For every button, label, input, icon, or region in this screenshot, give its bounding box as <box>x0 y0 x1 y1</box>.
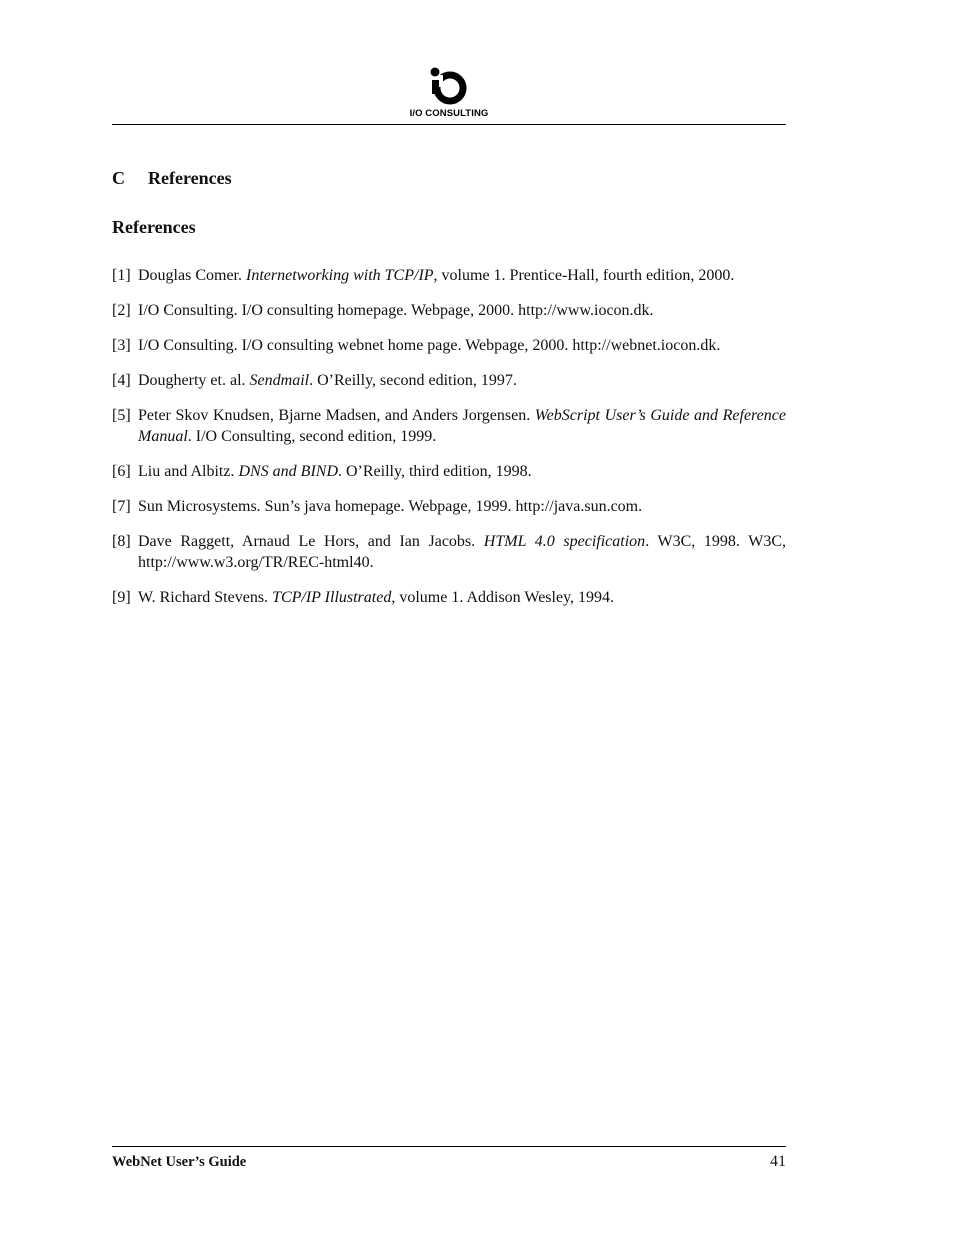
reference-text: Liu and Albitz. <box>138 463 239 480</box>
reference-label: [6] <box>112 463 131 480</box>
company-logo <box>112 62 786 120</box>
page-footer <box>112 1146 786 1176</box>
bibliography-item <box>112 265 786 286</box>
reference-text: W. Richard Stevens. <box>138 589 273 606</box>
reference-label: [8] <box>112 533 131 550</box>
page-number: 41 <box>770 1153 786 1170</box>
bibliography-list <box>112 265 786 622</box>
reference-text: I/O Consulting. I/O consulting homepage. Webpage, 2000. http://www.iocon.dk. <box>138 302 654 319</box>
bibliography-item <box>112 335 786 356</box>
reference-label: [9] <box>112 589 131 606</box>
section-number: C <box>112 168 125 188</box>
reference-label: [4] <box>112 372 131 389</box>
bibliography-item <box>112 405 786 447</box>
bibliography-item <box>112 587 786 608</box>
reference-label: [5] <box>112 407 131 424</box>
footer-rule <box>112 1146 786 1147</box>
reference-title: DNS and BIND <box>238 463 338 480</box>
references-heading: References <box>112 217 196 237</box>
reference-label: [2] <box>112 302 131 319</box>
section-title: References <box>148 168 232 188</box>
page-header <box>112 62 786 125</box>
reference-text: I/O Consulting. I/O consulting webnet home page. Webpage, 2000. http://webnet.iocon.dk. <box>138 337 721 354</box>
reference-title: Sendmail <box>249 372 310 389</box>
reference-details: . O’Reilly, second edition, 1997. <box>309 372 517 389</box>
reference-label: [3] <box>112 337 131 354</box>
reference-title: TCP/IP Illustrated <box>272 589 392 606</box>
io-consulting-logo-icon <box>427 66 471 106</box>
bibliography-item <box>112 461 786 482</box>
reference-text: Peter Skov Knudsen, Bjarne Madsen, and Anders Jorgensen. <box>138 407 535 424</box>
reference-label: [1] <box>112 267 131 284</box>
reference-title: Internetworking with TCP/IP <box>246 267 434 284</box>
bibliography-item <box>112 496 786 517</box>
reference-details: . W3C, 1998. W3C, http://www.w3.org/TR/REC-html40. <box>138 533 787 571</box>
bibliography-item <box>112 370 786 391</box>
reference-title: HTML 4.0 specification <box>483 533 646 550</box>
reference-text: Dougherty et. al. <box>138 372 250 389</box>
reference-title: WebScript User’s Guide and Reference Manual <box>138 407 786 445</box>
reference-details: , volume 1. Prentice-Hall, fourth edition, 2000. <box>433 267 735 284</box>
reference-text: Douglas Comer. <box>138 267 246 284</box>
reference-details: . I/O Consulting, second edition, 1999. <box>187 428 437 445</box>
reference-details: . O’Reilly, third edition, 1998. <box>338 463 532 480</box>
logo-text: I/O CONSULTING <box>409 108 489 119</box>
section-heading <box>112 168 232 189</box>
reference-text: Sun Microsystems. Sun’s java homepage. Webpage, 1999. http://java.sun.com. <box>138 498 643 515</box>
reference-details: , volume 1. Addison Wesley, 1994. <box>391 589 615 606</box>
footer-title: WebNet User’s Guide <box>112 1154 247 1170</box>
reference-text: Dave Raggett, Arnaud Le Hors, and Ian Jacobs. <box>138 533 484 550</box>
bibliography-item <box>112 300 786 321</box>
header-rule <box>112 124 786 125</box>
reference-label: [7] <box>112 498 131 515</box>
bibliography-item <box>112 531 786 573</box>
